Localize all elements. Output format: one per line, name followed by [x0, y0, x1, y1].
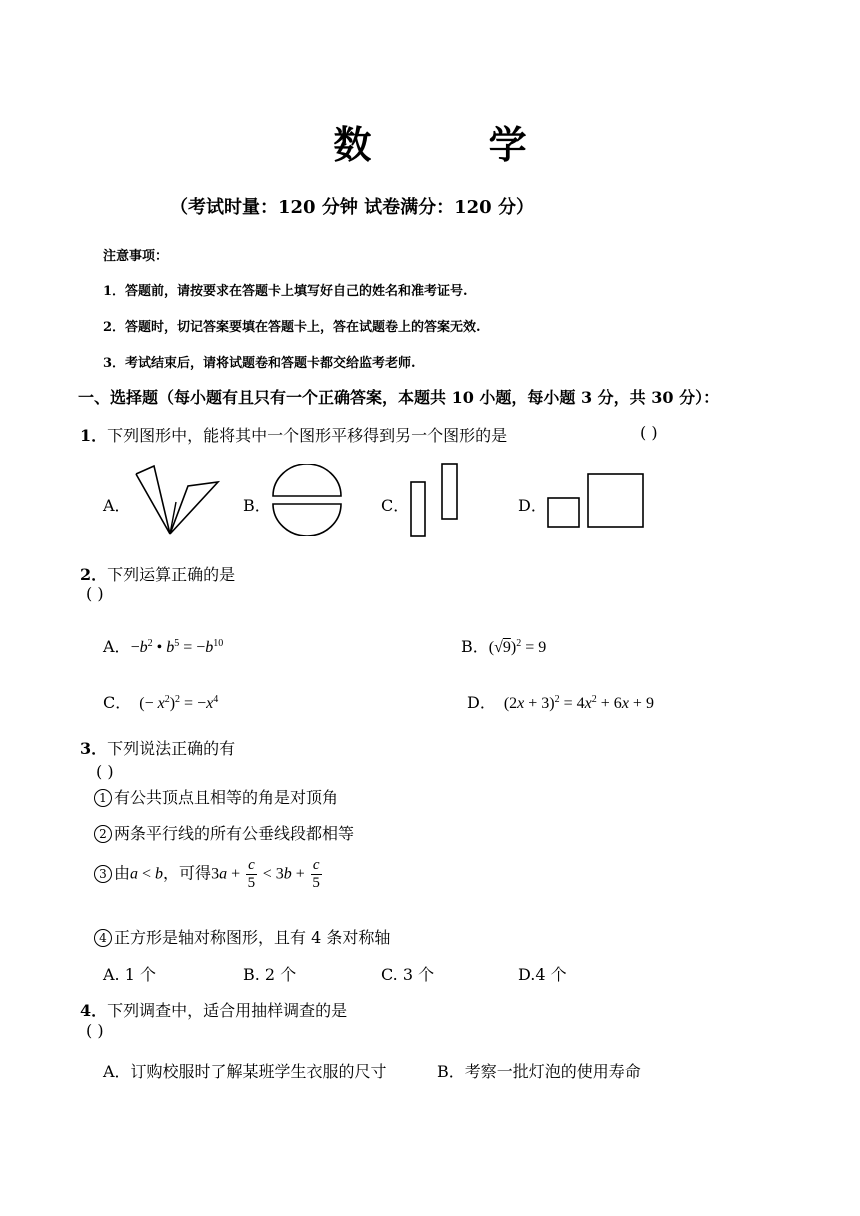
- figure-b: [270, 464, 346, 536]
- option-label: B．: [461, 637, 489, 656]
- option-b: [461, 634, 546, 657]
- note-item: 2．答题时，切记答案要填在答题卡上，答在试题卷上的答案无效.: [103, 320, 481, 335]
- circled-number: 3: [94, 865, 112, 883]
- statement-2: [94, 821, 354, 844]
- figure-d-large-square: [588, 474, 643, 527]
- option-a: [103, 634, 223, 657]
- question-2: [80, 562, 235, 585]
- figure-c: [405, 460, 465, 542]
- answer-paren: ( ): [96, 762, 114, 781]
- figure-b-bottom-half: [273, 504, 341, 536]
- formula: (− $x^2)^2 = -x^4$: [131, 694, 219, 712]
- question-text: 下列说法正确的有: [107, 739, 236, 758]
- option-label: D．: [467, 693, 496, 712]
- note-item: 3．考试结束后，请将试题卷和答题卡都交给监考老师.: [103, 356, 416, 371]
- option-b-label: B．: [243, 496, 271, 515]
- statement-text: 有公共顶点且相等的角是对顶角: [114, 788, 339, 807]
- formula: $(2x + 3)^2 = 4x^2 + 6x + 9$: [495, 694, 654, 712]
- formula: $(√9)^2 = 9$: [488, 638, 547, 656]
- question-text: 下列调查中，适合用抽样调查的是: [107, 1001, 348, 1020]
- exam-info: （考试时量：120 分钟 试卷满分：120 分）: [170, 197, 534, 218]
- statement-3: 3 由a < b，可得3a + $\frac{c}{5}$ < 3b + $\frac{c}{5}$: [94, 857, 324, 891]
- answer-paren: ( ): [86, 1021, 104, 1040]
- question-4: [80, 998, 347, 1021]
- option-d: [467, 690, 654, 713]
- fraction: $\frac{c}{5}$: [312, 857, 320, 891]
- question-text: 下列图形中，能将其中一个图形平移得到另一个图形的是: [107, 426, 508, 445]
- option-d: D.4 个: [518, 965, 567, 984]
- option-c: [103, 690, 218, 713]
- statement-text: 由: [114, 863, 131, 883]
- page-title: 数 学: [333, 122, 579, 167]
- statement-text: 两条平行线的所有公垂线段都相等: [114, 824, 355, 843]
- question-number: 3．: [80, 739, 108, 758]
- figure-a-left-triangle: [136, 466, 170, 534]
- option-a: A．订购校服时了解某班学生衣服的尺寸: [103, 1062, 387, 1081]
- figure-a: [128, 462, 222, 540]
- figure-c-rect-right: [442, 464, 457, 519]
- fraction: $\frac{c}{5}$: [247, 857, 256, 891]
- option-c: C. 3 个: [381, 965, 435, 984]
- option-b: B. 2 个: [243, 965, 297, 984]
- circled-number: 2: [94, 825, 112, 843]
- statement-text: 正方形是轴对称图形，且有 4 条对称轴: [114, 928, 391, 947]
- figure-a-right-triangle: [170, 482, 218, 534]
- figure-b-top-half: [273, 464, 341, 496]
- figure-d: [543, 470, 649, 532]
- formula: 3a +: [211, 865, 245, 883]
- figure-c-rect-left: [411, 482, 425, 536]
- option-b: B．考察一批灯泡的使用寿命: [437, 1062, 641, 1081]
- statement-4: [94, 925, 390, 948]
- formula: a < b: [130, 865, 164, 883]
- answer-paren: ( ): [86, 584, 104, 603]
- notes-heading: 注意事项：: [103, 249, 169, 264]
- circled-number: 1: [94, 789, 112, 807]
- figure-d-small-square: [548, 498, 579, 527]
- section-heading: 一、选择题（每小题有且只有一个正确答案，本题共 10 小题，每小题 3 分，共 30 分）：: [78, 388, 720, 407]
- question-number: 2．: [80, 565, 108, 584]
- answer-paren: ( ): [640, 423, 658, 442]
- circled-number: 4: [94, 929, 112, 947]
- question-1: [80, 423, 507, 446]
- note-item: 1．答题前，请按要求在答题卡上填写好自己的姓名和准考证号.: [103, 284, 468, 299]
- option-d-label: D．: [518, 496, 547, 515]
- question-number: 4．: [80, 1001, 108, 1020]
- option-label: C．: [103, 693, 132, 712]
- formula: $-b^2$ • $b^5 = -b^{10}$: [130, 638, 224, 656]
- option-a: A. 1 个: [103, 965, 156, 984]
- question-3: [80, 736, 235, 759]
- question-number: 1．: [80, 426, 108, 445]
- option-label: A．: [103, 637, 131, 656]
- statement-1: [94, 785, 338, 808]
- option-c-label: C．: [381, 496, 410, 515]
- option-a-label: A．: [103, 496, 131, 515]
- question-text: 下列运算正确的是: [107, 565, 236, 584]
